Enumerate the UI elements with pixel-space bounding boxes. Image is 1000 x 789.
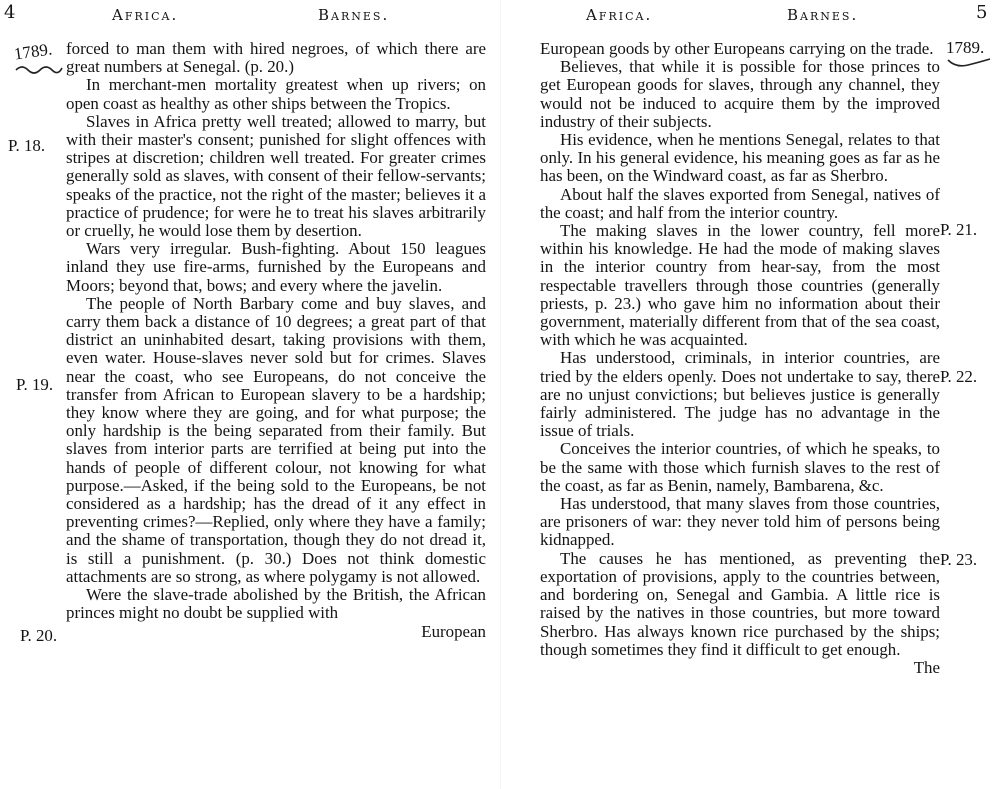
- catchword: The: [913, 657, 940, 677]
- left-body-text: [66, 40, 486, 641]
- page-number: 5: [976, 2, 988, 23]
- paragraph: Believes, that while it is possible for those princes to get European goods for slaves, through any channel, they would not be induced to acquire them by the improved industry of their subjects.: [540, 57, 940, 131]
- paragraph: Conceives the interior countries, of which he speaks, to be the same with those which furnish slaves to the rest of the coast, as far as Benin, namely, Bambarena, &c.: [540, 439, 940, 495]
- paragraph: Were the slave-trade abolished by the British, the African princes might no doubt be supplied with: [66, 585, 486, 623]
- margin-ref: P. 18.: [8, 136, 46, 155]
- margin-ref: P. 22.: [940, 367, 978, 386]
- running-header-left: Africa.: [586, 6, 653, 24]
- right-body-text: [540, 40, 940, 677]
- margin-year: 1789.: [946, 38, 985, 57]
- paragraph: In merchant-men mortality greatest when up rivers; on open coast as healthy as other ships between the Tropics.: [66, 75, 486, 113]
- year-squiggle-mark: [14, 62, 64, 78]
- margin-ref: P. 20.: [20, 626, 58, 645]
- paragraph: forced to man them with hired negroes, of which there are great numbers at Senegal. (p. 20.): [66, 39, 486, 77]
- paragraph: Slaves in Africa pretty well treated; allowed to marry, but with their master's consent; punished for slight offences with stripes at discretion; children well treated. For greater crimes generally sold as slaves, with consent of their fellow-servants; speaks of the practice, not the right of the master; believes it a practice of prudence; for were he to treat his slaves arbitrarily or cruelly, he would lose them by desertion.: [66, 111, 486, 241]
- catchword: European: [421, 621, 486, 641]
- margin-year: 1789.: [12, 39, 54, 64]
- running-header-right: Barnes.: [787, 6, 859, 24]
- page-number: 4: [4, 2, 16, 23]
- right-page: [500, 0, 1000, 789]
- paragraph: European goods by other Europeans carrying on the trade.: [540, 39, 934, 58]
- paragraph: About half the slaves exported from Senegal, natives of the coast; and half from the interior country.: [540, 184, 940, 222]
- running-header-left: Africa.: [112, 6, 179, 24]
- paragraph: The making slaves in the lower country, fell more within his knowledge. He had the mode of making slaves in the interior country from hear-say, from the most respectable travellers through those countries (generally priests, p. 23.) who gave him no information about their government, materially different from that of the sea coast, with which he was acquainted.: [540, 221, 940, 350]
- paragraph: His evidence, when he mentions Senegal, relates to that only. In his general evidence, his meaning goes as far as he has been, on the Windward coast, as far as Sherbro.: [540, 130, 940, 186]
- margin-ref: P. 19.: [16, 375, 54, 394]
- paragraph: The causes he has mentioned, as preventing the exportation of provisions, apply to the countries between, and bordering on, Senegal and Gambia. A little rice is raised by the natives in those countries, but more toward Sherbro. Has always known rice purchased by the ships; though sometimes they find it difficult to get enough.: [540, 548, 940, 659]
- year-squiggle-mark: [946, 56, 992, 70]
- running-header-right: Barnes.: [318, 6, 390, 24]
- paragraph: Wars very irregular. Bush-fighting. About 150 leagues inland they use fire-arms, furnished by the Europeans and Moors; beyond that, bows; and every where the javelin.: [66, 239, 486, 295]
- margin-ref: P. 23.: [940, 550, 978, 569]
- paragraph: The people of North Barbary come and buy slaves, and carry them back a distance of 10 degrees; a great part of that district an uninhabited desart, taking provisions with them, even water. House-slaves never sold but for crimes. Slaves near the coast, who see Europeans, do not conceive the transfer from African to European slavery to be a hardship; they know where they are going, and for what purpose; the only hardship is the being separated from their family. But slaves from interior parts are terrified at being put into the hands of people of different colour, not knowing for what purpose.—Asked, if the being sold to the Europeans, be not considered as a hardship; has the dread of it any effect in preventing crimes?—Replied, only where they have a family; and the shame of transportation, though they do not dread it, is still a punishment. (p. 30.) Does not think domestic attachments are so strong, as where polygamy is not allowed.: [66, 293, 486, 586]
- margin-ref: P. 21.: [940, 220, 978, 239]
- paragraph: Has understood, criminals, in interior countries, are tried by the elders openly. Does not undertake to say, there are no unjust convictions; but believes justice is generally fairly administered. The judge has no advantage in the issue of trials.: [540, 348, 940, 441]
- paragraph: Has understood, that many slaves from those countries, are prisoners of war: they never told him of persons being kidnapped.: [540, 494, 940, 550]
